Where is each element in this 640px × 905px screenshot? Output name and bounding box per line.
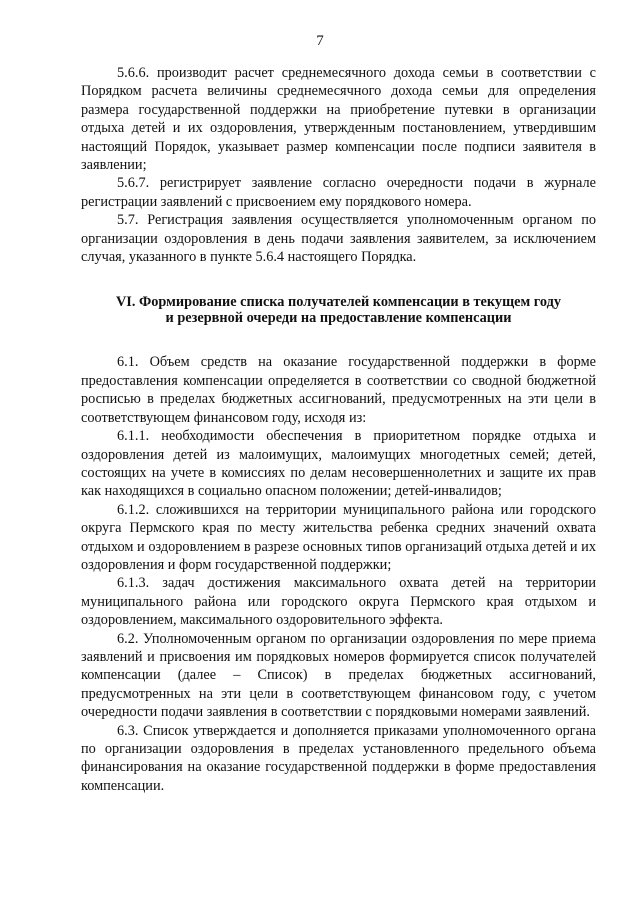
paragraph-5-6-7: 5.6.7. регистрирует заявление согласно очередности подачи в журнале регистрации заявлений с присвоением ему порядкового номера. <box>81 175 596 210</box>
paragraph-5-7: 5.7. Регистрация заявления осуществляется уполномоченным органом по организации оздоровления в день подачи заявления заявителем, за исключением случая, указанного в пункте 5.6.4 настоящего Порядка. <box>81 212 596 266</box>
section-heading-line-1: VI. Формирование списка получателей компенсации в текущем году <box>115 294 562 311</box>
paragraph-5-6-6: 5.6.6. производит расчет среднемесячного дохода семьи в соответствии с Порядком расчета величины среднемесячного дохода семьи для определения размера государственной поддержки на приобретение путевки в организации отдыха детей и их оздоровления, утвержденным постановлением, утвердившим настоящий Порядок, указывает размер компенсации после подписи заявителя в заявлении; <box>81 65 596 174</box>
paragraph-6-3: 6.3. Список утверждается и дополняется приказами уполномоченного органа по организации оздоровления в пределах установленного предельного объема финансирования на оказание государственной поддержки в форме предоставления компенсации. <box>81 722 596 794</box>
section-heading-line-2: и резервной очереди на предоставление компенсации <box>165 309 512 326</box>
page-number: 7 <box>316 33 324 49</box>
section-heading <box>81 295 596 326</box>
paragraph-6-1-3: 6.1.3. задач достижения максимального охвата детей на территории муниципального района или городского округа Пермского края отдыхом и оздоровлением, максимального оздоровительного эффекта. <box>81 575 596 629</box>
paragraph-6-1-1: 6.1.1. необходимости обеспечения в приоритетном порядке отдыха и оздоровления детей из малоимущих, малоимущих многодетных семей; детей, состоящих на учете в комиссиях по делам несовершеннолетних и защите их прав как находящихся в социально опасном положении; детей-инвалидов; <box>81 428 596 500</box>
paragraph-6-1-2: 6.1.2. сложившихся на территории муниципального района или городского округа Пермского края по месту жительства ребенка средних значений охвата отдыхом и оздоровлением в разрезе основных типов организаций отдыха детей и их оздоровления и форм государственной поддержки; <box>81 501 596 573</box>
document-body <box>81 64 596 795</box>
paragraph-6-1: 6.1. Объем средств на оказание государственной поддержки в форме предоставления компенсации определяется в соответствии со сводной бюджетной росписью в пределах бюджетных ассигнований, предусмотренных на эти цели в соответствующем финансовом году, исходя из: <box>81 354 596 426</box>
paragraph-6-2: 6.2. Уполномоченным органом по организации оздоровления по мере приема заявлений и присвоения им порядковых номеров формируется список получателей компенсации (далее – Список) в пределах бюджетных ассигнований, предусмотренных на эти цели в соответствующем финансовом году, с учетом очередности подачи заявления в соответствии с порядковыми номерами заявлений. <box>81 630 596 721</box>
